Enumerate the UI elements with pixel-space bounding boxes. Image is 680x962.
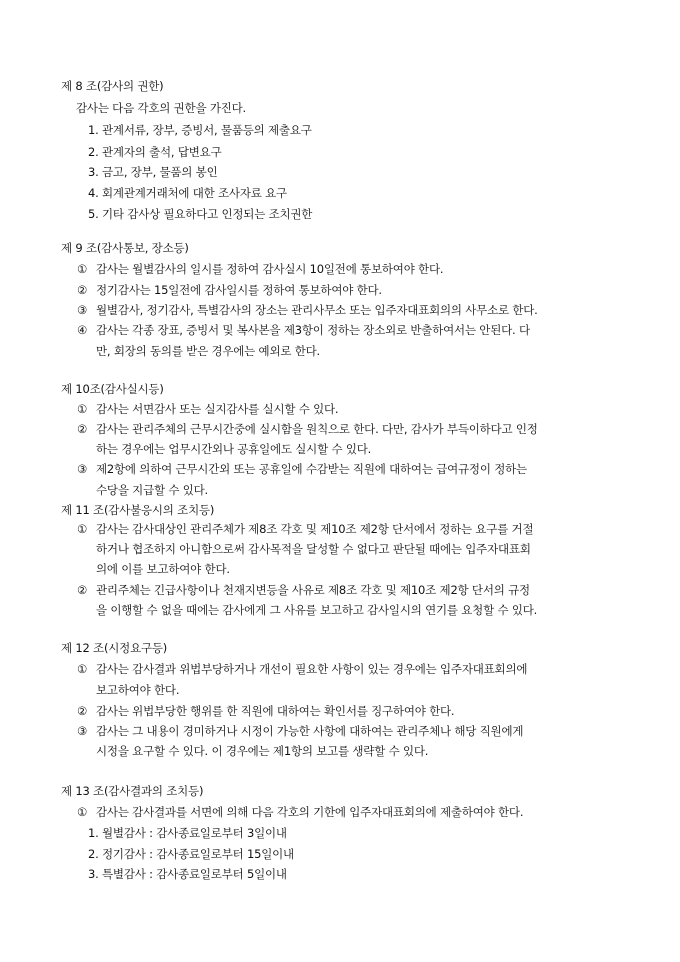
clause-marker: ① — [77, 262, 88, 276]
clause-text: 월별감사, 정기감사, 특별감사의 장소는 관리사무소 또는 입주자대표회의의 사무소로 한다. — [96, 303, 538, 317]
clause-marker: ② — [77, 583, 88, 597]
clause-marker: ③ — [77, 462, 88, 476]
clause-text: 감사는 감사결과를 서면에 의해 다음 각호의 기한에 입주자대표회의에 제출하여야 한다. — [96, 805, 524, 819]
clause-text: 감사는 감사대상인 관리주체가 제8조 각호 및 제10조 제2항 단서에서 정하는 요구를 거절 — [96, 522, 534, 536]
article-heading: 제 13 조(감사결과의 조치등) — [61, 784, 204, 798]
clause-text: 감사는 서면감사 또는 실지감사를 실시할 수 있다. — [96, 402, 339, 416]
clause-text: 정기감사는 15일전에 감사일시를 정하여 통보하여야 한다. — [96, 283, 382, 297]
clause-text: 수당을 지급할 수 있다. — [96, 483, 209, 497]
list-item: 2. 정기감사 : 감사종료일로부터 15일이내 — [88, 847, 294, 861]
article-heading: 제 8 조(감사의 권한) — [61, 79, 164, 93]
clause-text: 하는 경우에는 업무시간외나 공휴일에도 실시할 수 있다. — [96, 442, 372, 456]
clause-text: 관리주체는 긴급사항이나 천재지변등을 사유로 제8조 각호 및 제10조 제2항 단서의 규정 — [96, 583, 530, 597]
clause-text: 감사는 감사결과 위법부당하거나 개선이 필요한 사항이 있는 경우에는 입주자대표회의에 — [96, 662, 528, 676]
list-item: 2. 관계자의 출석, 답변요구 — [88, 145, 222, 159]
article-heading: 제 10조(감사실시등) — [61, 382, 164, 396]
list-item: 1. 관계서류, 장부, 증빙서, 물품등의 제출요구 — [88, 123, 312, 137]
clause-text: 감사는 그 내용이 경미하거나 시정이 가능한 사항에 대하여는 관리주체나 해당 직원에게 — [96, 724, 524, 738]
list-item: 5. 기타 감사상 필요하다고 인정되는 조치권한 — [88, 207, 313, 221]
article-heading: 제 11 조(감사불응시의 조치등) — [61, 503, 215, 517]
clause-text: 하거나 협조하지 아니함으로써 감사목적을 달성할 수 없다고 판단될 때에는 입주자대표회 — [96, 542, 531, 556]
list-item: 3. 특별감사 : 감사종료일로부터 5일이내 — [88, 867, 287, 881]
article-heading: 제 12 조(시정요구등) — [61, 641, 168, 655]
clause-marker: ② — [77, 422, 88, 436]
clause-marker: ① — [77, 805, 88, 819]
clause-marker: ② — [77, 704, 88, 718]
clause-marker: ② — [77, 283, 88, 297]
clause-text: 감사는 각종 장표, 증빙서 및 복사본을 제3항이 정하는 장소외로 반출하여서는 안된다. 다 — [96, 323, 530, 337]
clause-marker: ① — [77, 662, 88, 676]
clause-text: 감사는 위법부당한 행위를 한 직원에 대하여는 확인서를 징구하여야 한다. — [96, 704, 455, 718]
clause-text: 을 이행할 수 없을 때에는 감사에게 그 사유를 보고하고 감사일시의 연기를 요청할 수 있다. — [96, 603, 538, 617]
clause-marker: ③ — [77, 724, 88, 738]
list-item: 4. 회계관계거래처에 대한 조사자료 요구 — [88, 186, 287, 200]
clause-text: 감사는 관리주체의 근무시간중에 실시함을 원칙으로 한다. 다만, 감사가 부득이하다고 인정 — [96, 422, 538, 436]
list-item: 1. 월별감사 : 감사종료일로부터 3일이내 — [88, 826, 287, 840]
clause-text: 만, 회장의 동의를 받은 경우에는 예외로 한다. — [96, 344, 321, 358]
clause-text: 감사는 월별감사의 일시를 정하여 감사실시 10일전에 통보하여야 한다. — [96, 262, 444, 276]
clause-marker: ④ — [77, 323, 88, 337]
clause-marker: ③ — [77, 303, 88, 317]
clause-text: 시정을 요구할 수 있다. 이 경우에는 제1항의 보고를 생략할 수 있다. — [96, 744, 429, 758]
clause-text: 보고하여야 한다. — [96, 683, 180, 697]
clause-text: 제2항에 의하여 근무시간외 또는 공휴일에 수감받는 직원에 대하여는 급여규정이 정하는 — [96, 462, 527, 476]
article-heading: 제 9 조(감사통보, 장소등) — [61, 241, 189, 255]
clause-marker: ① — [77, 522, 88, 536]
clause-marker: ① — [77, 402, 88, 416]
clause-text: 의에 이를 보고하여야 한다. — [96, 562, 230, 576]
article-intro: 감사는 다음 각호의 권한을 가진다. — [76, 101, 247, 115]
list-item: 3. 금고, 장부, 물품의 봉인 — [88, 165, 218, 179]
